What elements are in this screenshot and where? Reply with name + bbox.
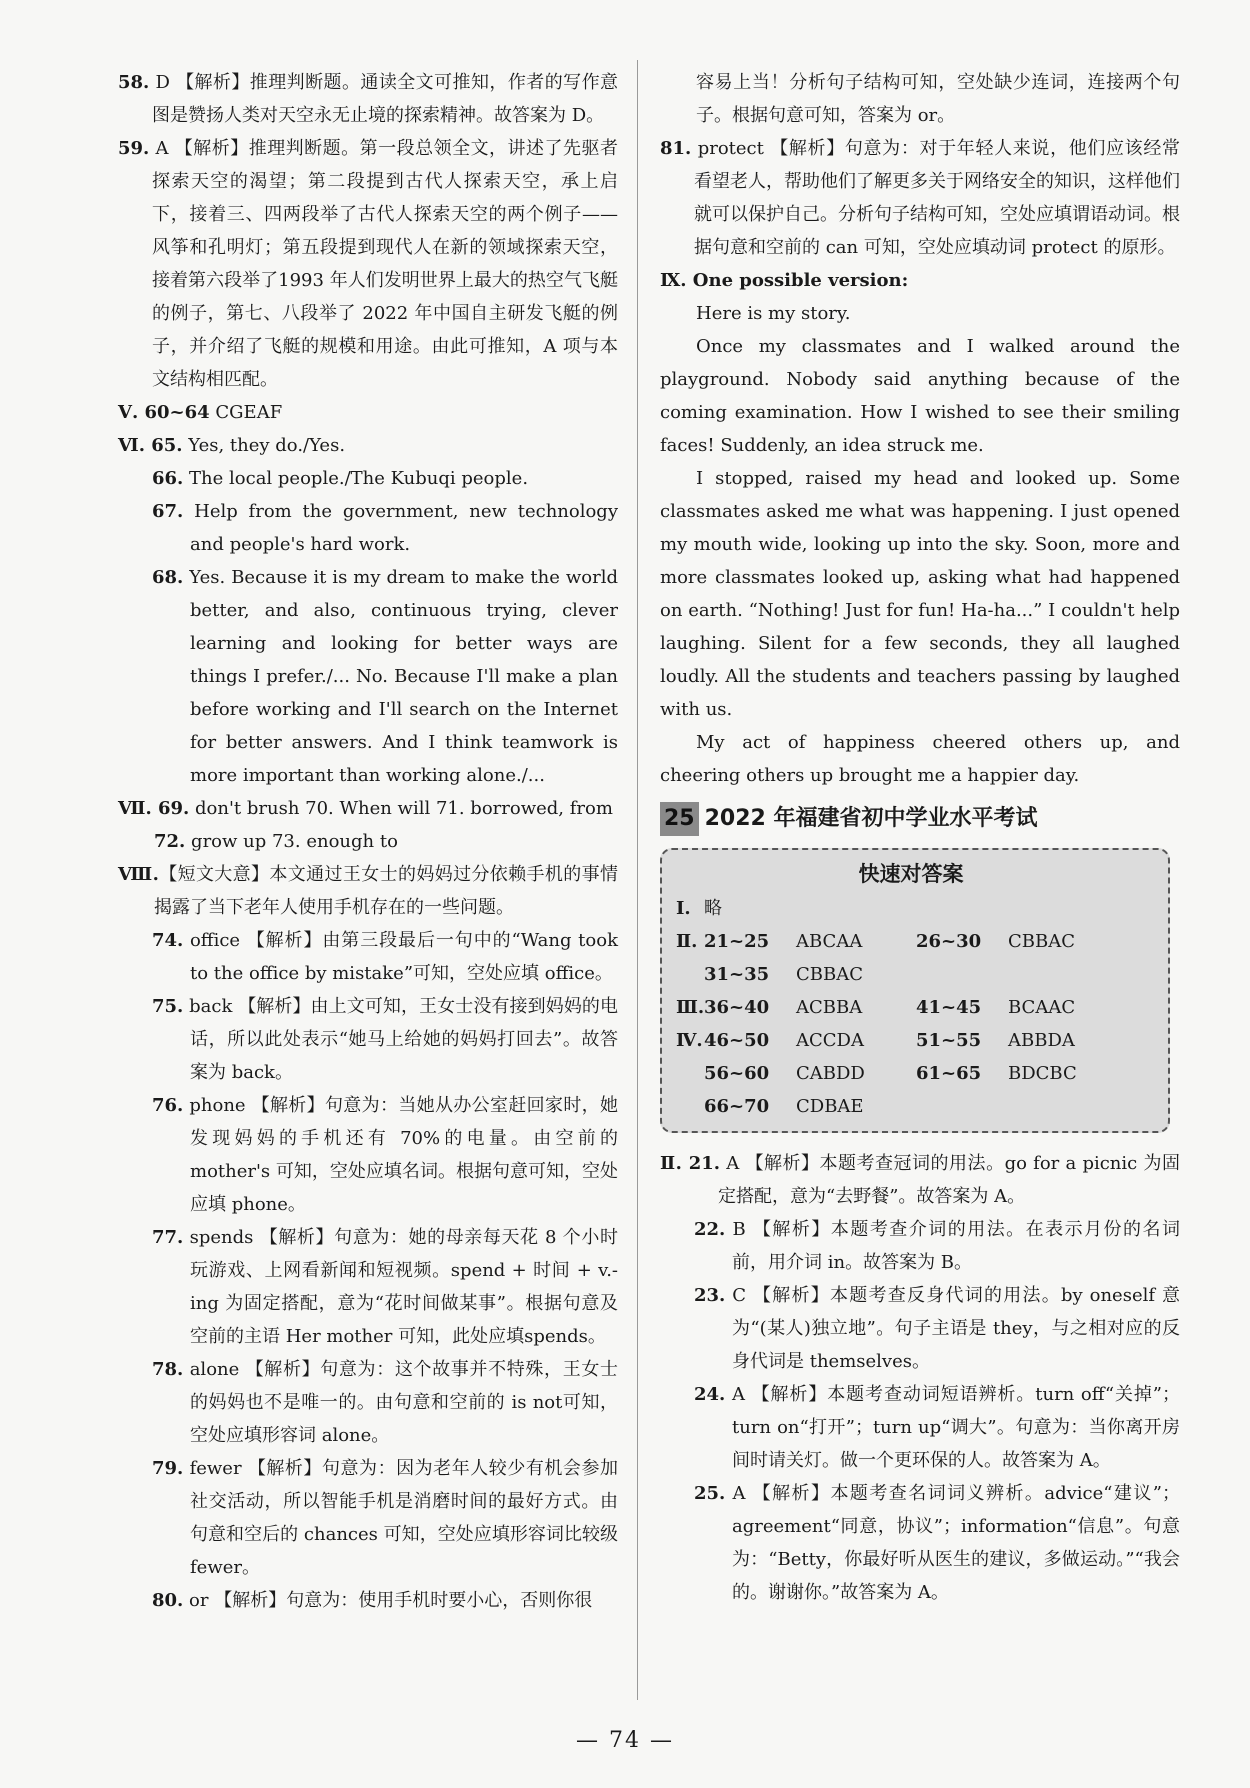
answer-item: 75. back 【解析】由上文可知，王女士没有接到妈妈的电话，所以此处表示“她马上给她的妈妈打回去”。故答案为 back。 (152, 996, 618, 1083)
section-number: 25 (660, 802, 699, 836)
essay-paragraph: I stopped, raised my head and looked up. Some classmates asked me what was happening. I just opened my mouth wide, looking up into the sky. Soon, more and more classmates looked up, asking what had happened on earth. “Nothing! Just for fun! Ha-ha...” I couldn't help laughing. Silent for a few seconds, they all laughed loudly. All the students and teachers passing by laughed with us. (660, 468, 1180, 720)
essay-paragraph: Here is my story. (696, 303, 851, 324)
quick-answer-row: 66~70 CDBAE (704, 1096, 864, 1117)
answer-item: 74. office 【解析】由第三段最后一句中的“Wang took to the office by mistake”可知，空处应填 office。 (152, 930, 618, 984)
summary-item: Ⅷ.【短文大意】本文通过王女士的妈妈过分依赖手机的事情揭露了当下老年人使用手机存在的一些问题。 (118, 864, 619, 918)
left-column (118, 66, 618, 1617)
answer-item: 66. The local people./The Kubuqi people. (152, 468, 529, 489)
answer-item: 23. C 【解析】本题考查反身代词的用法。by oneself 意为“(某人)独立地”。句子主语是 they，与之相对应的反身代词是 themselves。 (694, 1285, 1180, 1372)
quick-answer-box (660, 848, 1170, 1133)
essay-heading: Ⅸ. One possible version: (660, 270, 909, 291)
section-title (660, 802, 1180, 836)
answer-item: 80. or 【解析】句意为：使用手机时要小心，否则你很 (152, 1590, 593, 1611)
answer-item: 72. grow up 73. enough to (154, 831, 398, 852)
quick-answer-title: 快速对答案 (858, 862, 964, 886)
answer-item: 76. phone 【解析】句意为：当她从办公室赶回家时，她发现妈妈的手机还有 70%的电量。由空前的mother's 可知，空处应填名词。根据句意可知，空处应填 phone。 (152, 1095, 618, 1215)
quick-answer-row: Ⅳ. 46~50 ACCDA 51~55 ABBDA (676, 1030, 1075, 1051)
answer-item: 78. alone 【解析】句意为：这个故事并不特殊，王女士的妈妈也不是唯一的。由句意和空前的 is not可知，空处应填形容词 alone。 (152, 1359, 618, 1446)
essay-paragraph: My act of happiness cheered others up, and cheering others up brought me a happier day. (660, 732, 1180, 786)
answer-item: Ⅶ. 69. don't brush 70. When will 71. borrowed, from (118, 798, 613, 819)
quick-answer-row: 56~60 CABDD 61~65 BDCBC (704, 1063, 1077, 1084)
answer-item: 77. spends 【解析】句意为：她的母亲每天花 8 个小时玩游戏、上网看新闻和短视频。spend + 时间 + v.-ing 为固定搭配，意为“花时间做某事”。根据句意及空前的主语 Her mother 可知，此处应填spends。 (152, 1227, 618, 1347)
answer-item: 81. protect 【解析】句意为：对于年轻人来说，他们应该经常看望老人，帮助他们了解更多关于网络安全的知识，这样他们就可以保护自己。分析句子结构可知，空处应填谓语动词。根据句意和空前的 can 可知，空处应填动词 protect 的原形。 (660, 138, 1180, 258)
quick-answer-row: Ⅲ. 36~40 ACBBA 41~45 BCAAC (676, 997, 1076, 1018)
section-title-text: 2022 年福建省初中学业水平考试 (704, 806, 1038, 831)
answer-item: 59. A 【解析】推理判断题。第一段总领全文，讲述了先驱者探索天空的渴望；第二段提到古代人探索天空，承上启下，接着三、四两段举了古代人探索天空的两个例子——风筝和孔明灯；第五段提到现代人在新的领域探索天空，接着第六段举了1993 年人们发明世界上最大的热空气飞艇的例子，第七、八段举了 2022 年中国自主研发飞艇的例子，并介绍了飞艇的规模和用途。由此可推知，A 项与本文结构相匹配。 (118, 138, 618, 390)
answer-item: 58. D 【解析】推理判断题。通读全文可推知，作者的写作意图是赞扬人类对天空永无止境的探索精神。故答案为 D。 (118, 72, 618, 126)
answer-item: Ⅱ. 21. A 【解析】本题考查冠词的用法。go for a picnic 为固定搭配，意为“去野餐”。故答案为 A。 (660, 1153, 1180, 1207)
quick-answer-row: Ⅰ. 略 (676, 898, 722, 919)
answer-item: 22. B 【解析】本题考查介词的用法。在表示月份的名词前，用介词 in。故答案为 B。 (694, 1219, 1180, 1273)
answer-item: 79. fewer 【解析】句意为：因为老年人较少有机会参加社交活动，所以智能手机是消磨时间的最好方式。由句意和空后的 chances 可知，空处应填形容词比较级 fewer。 (152, 1458, 618, 1578)
answer-item: 24. A 【解析】本题考查动词短语辨析。turn off“关掉”；turn on“打开”；turn up“调大”。句意为：当你离开房间时请关灯。做一个更环保的人。故答案为 A。 (694, 1384, 1180, 1471)
essay-paragraph: Once my classmates and I walked around the playground. Nobody said anything because of the coming examination. How I wished to see their smiling faces! Suddenly, an idea struck me. (660, 336, 1180, 456)
quick-answer-row: 31~35 CBBAC (704, 964, 863, 985)
page-number: — 74 — (576, 1728, 674, 1753)
answer-item: 68. Yes. Because it is my dream to make the world better, and also, continuous trying, clever learning and looking for better ways are things I prefer./... No. Because I'll make a plan before working and I'll search on the Internet for better answers. And I think teamwork is more important than working alone./... (152, 567, 618, 786)
answer-item: 67. Help from the government, new technology and people's hard work. (152, 501, 618, 555)
answer-item: Ⅵ. 65. Yes, they do./Yes. (118, 435, 346, 456)
answer-item: Ⅴ. 60~64 CGEAF (118, 402, 283, 423)
quick-answer-row: Ⅱ. 21~25 ABCAA 26~30 CBBAC (676, 931, 1075, 952)
answer-continuation: 容易上当！分析句子结构可知，空处缺少连词，连接两个句子。根据句意可知，答案为 or。 (696, 72, 1180, 126)
right-column (660, 66, 1180, 1609)
column-divider (637, 60, 638, 1700)
answer-item: 25. A 【解析】本题考查名词词义辨析。advice“建议”；agreement“同意，协议”；information“信息”。句意为：“Betty，你最好听从医生的建议，多做运动。”“我会的。谢谢你。”故答案为 A。 (694, 1483, 1180, 1603)
